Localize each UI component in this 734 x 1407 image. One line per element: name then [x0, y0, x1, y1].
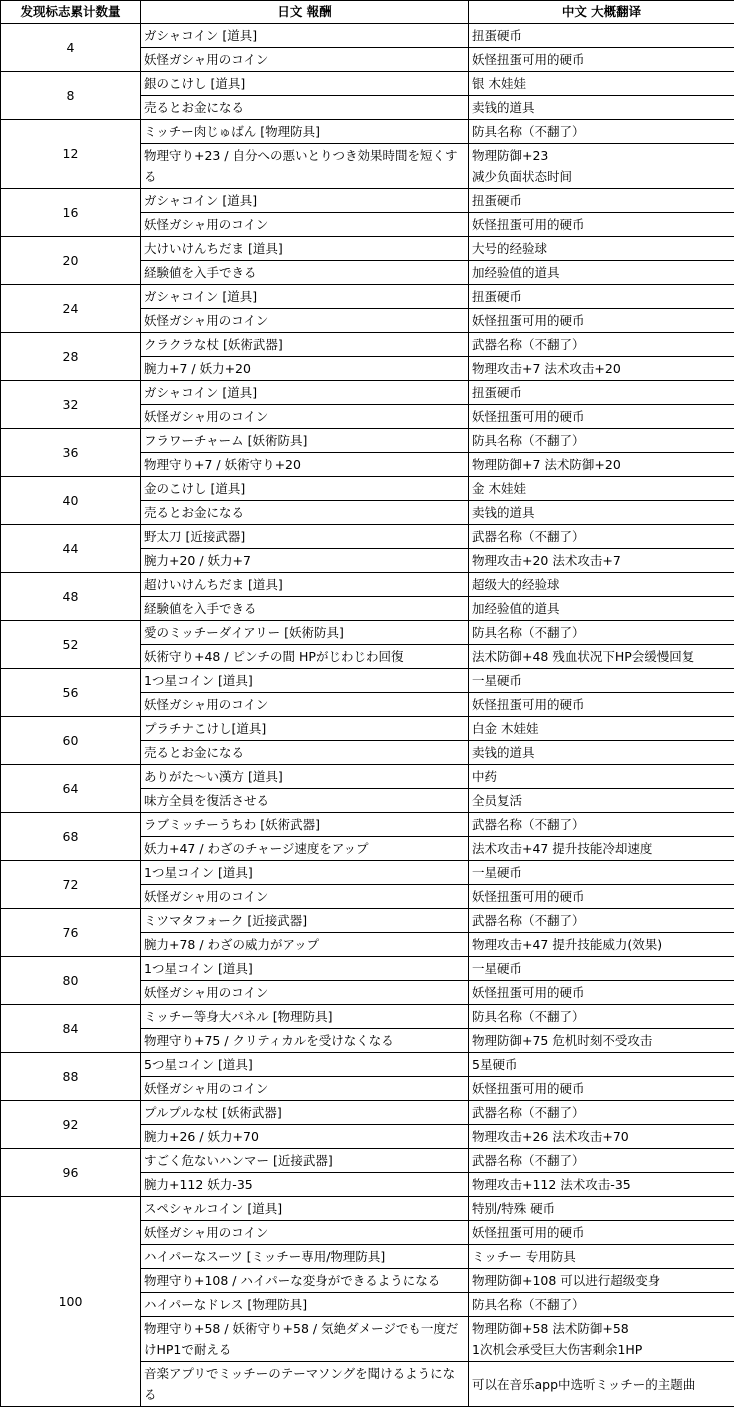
reward-chinese: 防具名称（不翻了） [469, 429, 734, 453]
reward-chinese: 武器名称（不翻了） [469, 525, 734, 549]
reward-chinese: 扭蛋硬币 [469, 285, 734, 309]
header-chinese: 中文 大概翻译 [469, 1, 734, 24]
reward-chinese: 武器名称（不翻了） [469, 333, 734, 357]
discovery-count: 72 [1, 861, 141, 909]
discovery-count: 68 [1, 813, 141, 861]
reward-chinese: 妖怪扭蛋可用的硬币 [469, 885, 734, 909]
reward-japanese: ラブミッチーうちわ [妖術武器] [141, 813, 469, 837]
reward-chinese: 银 木娃娃 [469, 72, 734, 96]
table-row [1, 285, 734, 309]
reward-chinese: 妖怪扭蛋可用的硬币 [469, 693, 734, 717]
reward-chinese: ミッチー 专用防具 [469, 1245, 734, 1269]
reward-japanese: 愛のミッチーダイアリー [妖術防具] [141, 621, 469, 645]
reward-chinese: 法术防御+48 残血状况下HP会缓慢回复 [469, 645, 734, 669]
reward-japanese: ガシャコイン [道具] [141, 24, 469, 48]
reward-chinese: 武器名称（不翻了） [469, 1149, 734, 1173]
reward-chinese: 防具名称（不翻了） [469, 621, 734, 645]
table-row [1, 909, 734, 933]
table-row [1, 525, 734, 549]
reward-chinese: 妖怪扭蛋可用的硬币 [469, 309, 734, 333]
reward-japanese: ミツマタフォーク [近接武器] [141, 909, 469, 933]
reward-japanese: 妖怪ガシャ用のコイン [141, 1221, 469, 1245]
reward-chinese: 妖怪扭蛋可用的硬币 [469, 48, 734, 72]
reward-japanese: 妖怪ガシャ用のコイン [141, 693, 469, 717]
reward-chinese: 妖怪扭蛋可用的硬币 [469, 405, 734, 429]
table-row [1, 1005, 734, 1029]
reward-japanese: 大けいけんちだま [道具] [141, 237, 469, 261]
reward-japanese: 経験値を入手できる [141, 597, 469, 621]
reward-chinese: 妖怪扭蛋可用的硬币 [469, 981, 734, 1005]
reward-japanese: 妖力+47 / わざのチャージ速度をアップ [141, 837, 469, 861]
discovery-count: 64 [1, 765, 141, 813]
reward-chinese: 金 木娃娃 [469, 477, 734, 501]
reward-japanese: 物理守り+23 / 自分への悪いとりつき効果時間を短くする [141, 144, 469, 189]
reward-japanese: 味方全員を復活させる [141, 789, 469, 813]
discovery-count: 84 [1, 1005, 141, 1053]
reward-chinese: 卖钱的道具 [469, 501, 734, 525]
reward-japanese: ガシャコイン [道具] [141, 381, 469, 405]
reward-japanese: ガシャコイン [道具] [141, 189, 469, 213]
table-row [1, 669, 734, 693]
reward-chinese: 扭蛋硬币 [469, 189, 734, 213]
reward-japanese: 売るとお金になる [141, 741, 469, 765]
reward-japanese: 腕力+7 / 妖力+20 [141, 357, 469, 381]
table-row [1, 861, 734, 885]
table-row [1, 957, 734, 981]
reward-chinese: 防具名称（不翻了） [469, 120, 734, 144]
reward-japanese: ハイパーなドレス [物理防具] [141, 1293, 469, 1317]
table-row [1, 1197, 734, 1221]
table-row [1, 24, 734, 48]
reward-chinese: 妖怪扭蛋可用的硬币 [469, 1221, 734, 1245]
table-row [1, 1101, 734, 1125]
reward-japanese: 妖怪ガシャ用のコイン [141, 48, 469, 72]
table-body [1, 24, 734, 1407]
reward-chinese: 一星硬币 [469, 957, 734, 981]
reward-japanese: ハイパーなスーツ [ミッチー専用/物理防具] [141, 1245, 469, 1269]
reward-japanese: 妖怪ガシャ用のコイン [141, 309, 469, 333]
discovery-count: 20 [1, 237, 141, 285]
header-count: 发现标志累计数量 [1, 1, 141, 24]
table-row [1, 1149, 734, 1173]
reward-japanese: ミッチー等身大パネル [物理防具] [141, 1005, 469, 1029]
reward-japanese: 妖怪ガシャ用のコイン [141, 213, 469, 237]
reward-japanese: 1つ星コイン [道具] [141, 861, 469, 885]
table-row [1, 189, 734, 213]
reward-japanese: プルプルな杖 [妖術武器] [141, 1101, 469, 1125]
reward-japanese: 1つ星コイン [道具] [141, 957, 469, 981]
discovery-count: 96 [1, 1149, 141, 1197]
discovery-count: 32 [1, 381, 141, 429]
reward-chinese: 物理防御+75 危机时刻不受攻击 [469, 1029, 734, 1053]
reward-japanese: 物理守り+75 / クリティカルを受けなくなる [141, 1029, 469, 1053]
discovery-count: 24 [1, 285, 141, 333]
discovery-count: 16 [1, 189, 141, 237]
discovery-count: 40 [1, 477, 141, 525]
reward-chinese: 一星硬币 [469, 861, 734, 885]
reward-japanese: 妖怪ガシャ用のコイン [141, 405, 469, 429]
discovery-count: 100 [1, 1197, 141, 1407]
discovery-count: 4 [1, 24, 141, 72]
table-row [1, 813, 734, 837]
reward-chinese: 物理攻击+7 法术攻击+20 [469, 357, 734, 381]
discovery-count: 56 [1, 669, 141, 717]
reward-japanese: 妖術守り+48 / ピンチの間 HPがじわじわ回復 [141, 645, 469, 669]
reward-japanese: すごく危ないハンマー [近接武器] [141, 1149, 469, 1173]
reward-chinese: 扭蛋硬币 [469, 381, 734, 405]
table-row [1, 573, 734, 597]
reward-japanese: 音楽アプリでミッチーのテーマソングを聞けるようになる [141, 1362, 469, 1407]
reward-chinese: 物理攻击+112 法术攻击-35 [469, 1173, 734, 1197]
reward-chinese: 物理防御+7 法术防御+20 [469, 453, 734, 477]
discovery-count: 48 [1, 573, 141, 621]
discovery-count: 92 [1, 1101, 141, 1149]
reward-chinese: 大号的经验球 [469, 237, 734, 261]
reward-japanese: 5つ星コイン [道具] [141, 1053, 469, 1077]
reward-japanese: 超けいけんちだま [道具] [141, 573, 469, 597]
table-row [1, 237, 734, 261]
reward-japanese: 金のこけし [道具] [141, 477, 469, 501]
reward-japanese: 妖怪ガシャ用のコイン [141, 1077, 469, 1101]
table-row [1, 717, 734, 741]
discovery-count: 80 [1, 957, 141, 1005]
discovery-count: 52 [1, 621, 141, 669]
reward-chinese: 物理防御+58 法术防御+58 1次机会承受巨大伤害剩余1HP [469, 1317, 734, 1362]
table-row [1, 765, 734, 789]
reward-chinese: 武器名称（不翻了） [469, 909, 734, 933]
reward-japanese: 売るとお金になる [141, 96, 469, 120]
table-row [1, 1053, 734, 1077]
reward-chinese: 物理攻击+47 提升技能威力(效果) [469, 933, 734, 957]
reward-japanese: 腕力+20 / 妖力+7 [141, 549, 469, 573]
reward-japanese: 売るとお金になる [141, 501, 469, 525]
reward-japanese: 物理守り+108 / ハイパーな変身ができるようになる [141, 1269, 469, 1293]
reward-japanese: 腕力+26 / 妖力+70 [141, 1125, 469, 1149]
discovery-count: 44 [1, 525, 141, 573]
reward-chinese: 物理攻击+20 法术攻击+7 [469, 549, 734, 573]
reward-japanese: 物理守り+58 / 妖術守り+58 / 気絶ダメージでも一度だけHP1で耐える [141, 1317, 469, 1362]
discovery-count: 76 [1, 909, 141, 957]
reward-japanese: 妖怪ガシャ用のコイン [141, 885, 469, 909]
reward-chinese: 防具名称（不翻了） [469, 1005, 734, 1029]
table-row [1, 429, 734, 453]
reward-japanese: 物理守り+7 / 妖術守り+20 [141, 453, 469, 477]
reward-chinese: 妖怪扭蛋可用的硬币 [469, 213, 734, 237]
reward-chinese: 卖钱的道具 [469, 741, 734, 765]
reward-chinese: 可以在音乐app中选听ミッチー的主题曲 [469, 1362, 734, 1407]
reward-japanese: プラチナこけし[道具] [141, 717, 469, 741]
table-row [1, 120, 734, 144]
reward-chinese: 防具名称（不翻了） [469, 1293, 734, 1317]
reward-chinese: 物理防御+23 减少负面状态时间 [469, 144, 734, 189]
reward-chinese: 扭蛋硬币 [469, 24, 734, 48]
reward-chinese: 加经验值的道具 [469, 261, 734, 285]
reward-japanese: ガシャコイン [道具] [141, 285, 469, 309]
reward-chinese: 卖钱的道具 [469, 96, 734, 120]
reward-japanese: フラワーチャーム [妖術防具] [141, 429, 469, 453]
reward-chinese: 超级大的经验球 [469, 573, 734, 597]
discovery-count: 88 [1, 1053, 141, 1101]
table-row [1, 381, 734, 405]
reward-chinese: 物理攻击+26 法术攻击+70 [469, 1125, 734, 1149]
reward-chinese: 法术攻击+47 提升技能冷却速度 [469, 837, 734, 861]
reward-chinese: 武器名称（不翻了） [469, 1101, 734, 1125]
table-row [1, 477, 734, 501]
table-row [1, 621, 734, 645]
discovery-count: 12 [1, 120, 141, 189]
reward-japanese: 1つ星コイン [道具] [141, 669, 469, 693]
reward-chinese: 物理防御+108 可以进行超级变身 [469, 1269, 734, 1293]
reward-chinese: 中药 [469, 765, 734, 789]
reward-chinese: 全员复活 [469, 789, 734, 813]
reward-chinese: 妖怪扭蛋可用的硬币 [469, 1077, 734, 1101]
table-row [1, 333, 734, 357]
reward-japanese: 腕力+112 妖力-35 [141, 1173, 469, 1197]
reward-chinese: 5星硬币 [469, 1053, 734, 1077]
reward-japanese: スペシャルコイン [道具] [141, 1197, 469, 1221]
discovery-count: 28 [1, 333, 141, 381]
reward-chinese: 武器名称（不翻了） [469, 813, 734, 837]
reward-japanese: 妖怪ガシャ用のコイン [141, 981, 469, 1005]
reward-japanese: 腕力+78 / わざの威力がアップ [141, 933, 469, 957]
discovery-count: 36 [1, 429, 141, 477]
reward-japanese: ミッチー肉じゅばん [物理防具] [141, 120, 469, 144]
discovery-count: 60 [1, 717, 141, 765]
table-row [1, 72, 734, 96]
header-row [1, 1, 734, 24]
discovery-count: 8 [1, 72, 141, 120]
reward-chinese: 特别/特殊 硬币 [469, 1197, 734, 1221]
header-japanese: 日文 報酬 [141, 1, 469, 24]
reward-japanese: 経験値を入手できる [141, 261, 469, 285]
reward-chinese: 白金 木娃娃 [469, 717, 734, 741]
reward-chinese: 加经验值的道具 [469, 597, 734, 621]
reward-japanese: クラクラな杖 [妖術武器] [141, 333, 469, 357]
reward-japanese: 銀のこけし [道具] [141, 72, 469, 96]
reward-japanese: ありがた～い漢方 [道具] [141, 765, 469, 789]
reward-japanese: 野太刀 [近接武器] [141, 525, 469, 549]
reward-chinese: 一星硬币 [469, 669, 734, 693]
